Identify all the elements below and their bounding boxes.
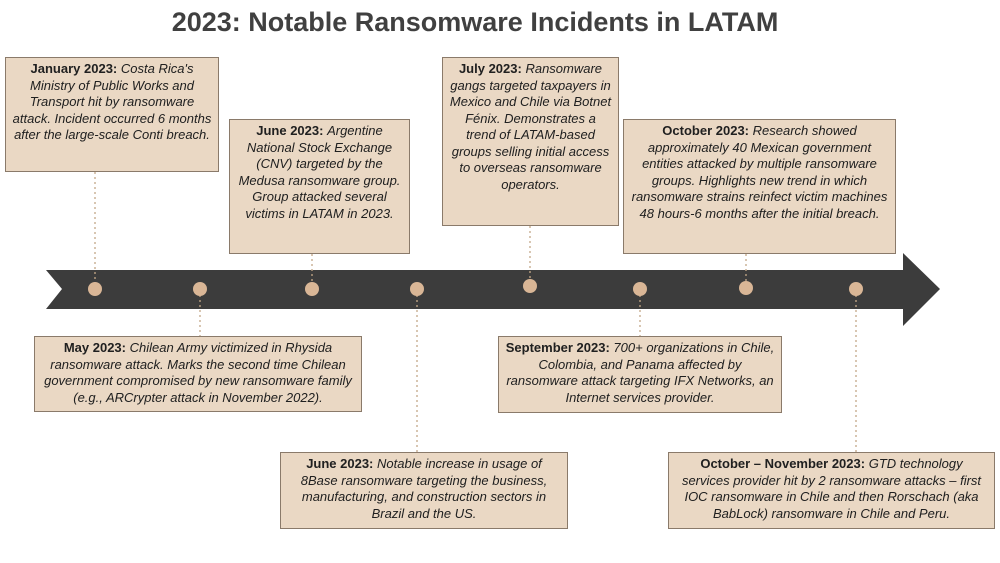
- timeline-dot: [523, 279, 537, 293]
- event-date: October 2023:: [662, 123, 749, 138]
- event-date: January 2023:: [30, 61, 118, 76]
- event-date: May 2023:: [63, 340, 126, 355]
- event-date: September 2023:: [505, 340, 610, 355]
- event-text: Chilean Army victimized in Rhysida ransomware attack. Marks the second time Chilean government compromised by new ransomware family (e.g., ARCrypter attack in November 2022).: [44, 340, 352, 405]
- event-box-october-november-2023: [668, 452, 995, 529]
- timeline-dot: [633, 282, 647, 296]
- timeline-dot: [88, 282, 102, 296]
- event-box-june-2023-8base: [280, 452, 568, 529]
- event-text: Costa Rica's Ministry of Public Works and Transport hit by ransomware attack. Incident occurred 6 months after the large-scale Conti breach.: [12, 61, 212, 142]
- event-text: Notable increase in usage of 8Base ransomware targeting the business, manufacturing, and construction sectors in Brazil and the US.: [300, 456, 548, 521]
- event-text: GTD technology services provider hit by 2 ransomware attacks – first IOC ransomware in Chile and then Rorschach (aka BabLock) ransomware in Chile and Peru.: [681, 456, 982, 521]
- timeline-dot: [193, 282, 207, 296]
- event-box-may-2023: [34, 336, 362, 412]
- event-text: Research showed approximately 40 Mexican government entities attacked by multiple ransomware groups. Highlights new trend in which ransomware strains reinfect victim machines 48 hours-6 months after the initial breach.: [631, 123, 888, 221]
- event-box-october-2023: [623, 119, 896, 254]
- event-text: Argentine National Stock Exchange (CNV) targeted by the Medusa ransomware group. Group attacked several victims in LATAM in 2023.: [238, 123, 401, 221]
- timeline-dot: [305, 282, 319, 296]
- event-box-june-2023-cnv: [229, 119, 410, 254]
- event-box-january-2023: [5, 57, 219, 172]
- event-text: Ransomware gangs targeted taxpayers in Mexico and Chile via Botnet Fénix. Demonstrates a trend of LATAM-based groups selling initial access to overseas ransomware operators.: [449, 61, 612, 192]
- page-title: 2023: Notable Ransomware Incidents in LATAM: [171, 7, 779, 37]
- event-box-july-2023: [442, 57, 619, 226]
- event-date: June 2023:: [256, 123, 324, 138]
- event-box-september-2023: [498, 336, 782, 413]
- timeline-dot: [410, 282, 424, 296]
- timeline-dot: [739, 281, 753, 295]
- event-date: July 2023:: [458, 61, 522, 76]
- event-text: 700+ organizations in Chile, Colombia, and Panama affected by ransomware attack targeting IFX Networks, an Internet services provider.: [506, 340, 775, 405]
- event-date: June 2023:: [306, 456, 374, 471]
- event-date: October – November 2023:: [700, 456, 866, 471]
- timeline-dot: [849, 282, 863, 296]
- timeline-arrow: [46, 253, 940, 326]
